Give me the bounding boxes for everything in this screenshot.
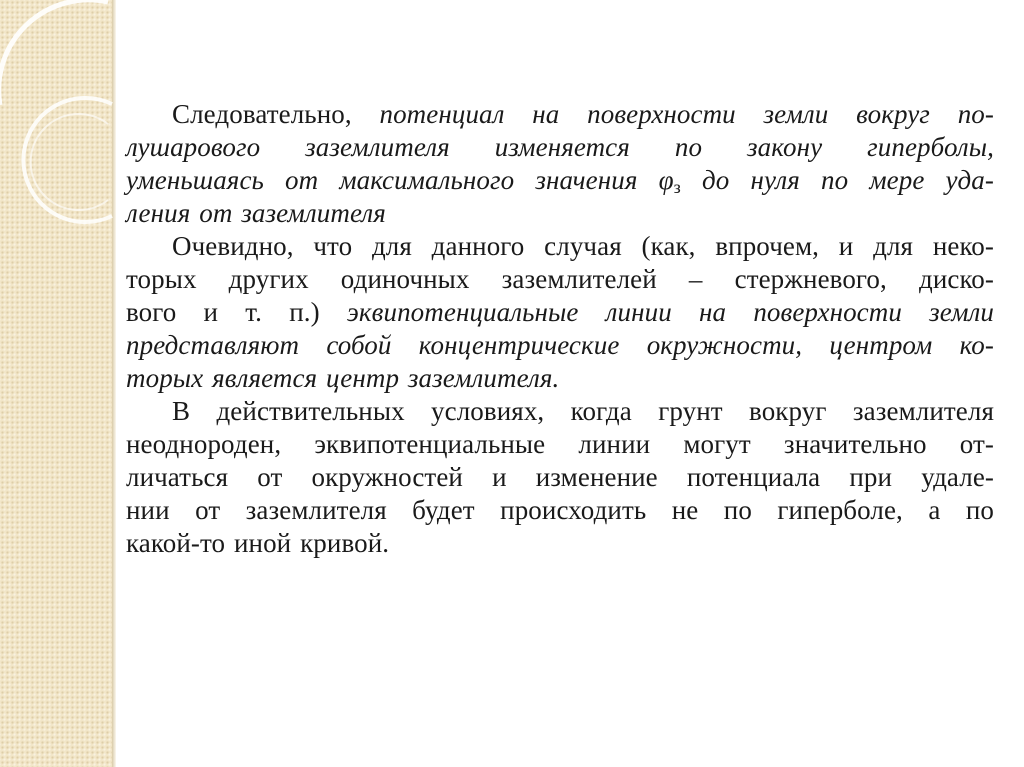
paragraph-3	[126, 395, 994, 560]
paragraph-2	[126, 230, 994, 395]
ring-arc-large	[0, 0, 108, 105]
text-line	[126, 461, 994, 494]
text-run: ления от заземлителя	[126, 198, 386, 228]
text-run: представляют собой концентрические окружности, центром ко-	[126, 330, 994, 360]
text-run: з	[673, 177, 681, 197]
text-run: какой-то иной кривой.	[126, 528, 390, 558]
text-run: Очевидно, что для данного случая (как, впрочем, и для неко-	[172, 231, 994, 261]
paragraph-1	[126, 98, 994, 230]
text-run: уменьшаясь от максимального значения	[126, 165, 659, 195]
text-line	[126, 428, 994, 461]
text-line	[126, 527, 994, 560]
text-run: эквипотенциальные линии на поверхности земли	[346, 297, 994, 327]
text-line	[126, 296, 994, 329]
text-run: нии от заземлителя будет происходить не по гиперболе, а по	[126, 495, 994, 525]
text-run: лушарового заземлителя изменяется по закону гиперболы,	[126, 132, 994, 162]
text-line	[126, 329, 994, 362]
text-line	[126, 263, 994, 296]
text-line	[172, 230, 994, 263]
text-line	[126, 362, 994, 395]
ring-arc-small	[23, 98, 112, 222]
text-line	[172, 395, 994, 428]
text-line	[126, 131, 994, 164]
text-line	[172, 98, 994, 131]
text-run: личаться от окружностей и изменение потенциала при удале-	[126, 462, 994, 492]
text-line	[126, 164, 994, 197]
text-run: до нуля по мере уда-	[680, 165, 994, 195]
ring-arc-inner	[31, 114, 108, 210]
text-line	[126, 494, 994, 527]
text-run: торых является центр заземлителя.	[126, 363, 560, 393]
decorative-rings	[0, 0, 130, 300]
text-line	[126, 197, 994, 230]
text-run: φ	[658, 165, 674, 195]
slide-body-text	[126, 98, 994, 560]
text-run: потенциал на поверхности земли вокруг по-	[379, 99, 994, 129]
text-run: неоднороден, эквипотенциальные линии могут значительно от-	[126, 429, 994, 459]
text-run: В действительных условиях, когда грунт вокруг заземлителя	[172, 396, 994, 426]
text-run: вого и т. п.)	[126, 297, 347, 327]
text-run: торых других одиночных заземлителей – стержневого, диско-	[126, 264, 994, 294]
text-run: Следовательно,	[172, 99, 380, 129]
